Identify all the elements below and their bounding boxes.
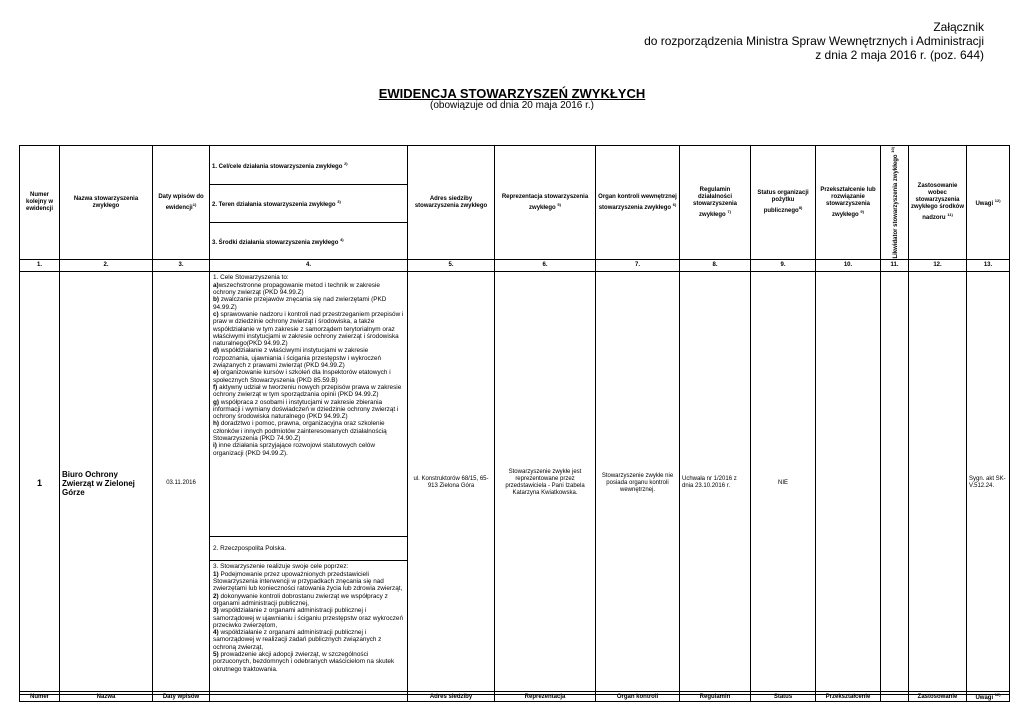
- entry-date: 03.11.2016: [153, 272, 210, 695]
- goal-item: f) aktywny udział w tworzeniu nowych przepisów prawa w zakresie ochrony zwierząt w tym sporządzania opinii (PKD 94.99.Z): [213, 383, 402, 399]
- footer-notes: Uwagi $^{12)}$: [967, 692, 1010, 702]
- goal-item: a)wszechstronne propagowanie metod i technik w zakresie ochrony zwierząt (PKD 94.99.Z): [213, 281, 380, 297]
- footer-transformation: Przekształcenie: [816, 692, 881, 702]
- registry-table: [19, 145, 1010, 695]
- column-number: 8.: [680, 260, 751, 272]
- means-item: 1) Podejmowanie przez upoważnionych przedstawicieli Stowarzyszenia interwencji w przypadkach znęcania się nad zwierzętami lub konieczności ratowania życia lub zdrowia zwierząt,: [213, 570, 403, 593]
- header-name: Nazwa stowarzyszenia zwykłego: [60, 146, 153, 260]
- column-number: 11.: [881, 260, 909, 272]
- header-supervision: Zastosowanie wobec stowarzyszenia zwykłego środków nadzoru $^{11)}$: [909, 146, 967, 260]
- means-item: 5) prowadzenie akcji adopcji zwierząt, w szczególności porzuconych, bezdomnych i odebranych właścicielom na skutek okrutnego traktowania.: [213, 651, 395, 673]
- entry-address: ul. Konstruktorów 68/15, 65-913 Zielona Góra: [408, 272, 495, 695]
- footer-dates: Daty wpisów: [153, 692, 210, 702]
- entry-liquidator: [881, 272, 909, 695]
- header-transformation: Przekształcenie lub rozwiązanie stowarzyszenia zwykłego $^{9)}$: [816, 146, 881, 260]
- entry-notes: Sygn. akt SK-V.512.24.: [967, 272, 1010, 695]
- header-notes: Uwagi $^{12)}$: [967, 146, 1010, 260]
- column-number: 5.: [408, 260, 495, 272]
- header-regulation: Regulamin działalności stowarzyszenia zwykłego $^{7)}$: [680, 146, 751, 260]
- footer-address: Adres siedziby: [408, 692, 495, 702]
- footer-representation: Reprezentacja: [495, 692, 596, 702]
- goals-heading: 1. Cele Stowarzyszenia to:: [213, 274, 289, 282]
- header-liquidator: Likwidator stowarzyszenia zwykłego $^{10)}$: [881, 146, 909, 260]
- means-item: 4) współdziałanie z organami administracji publicznej i samorządowej w realizacji zadań publicznych związanych z ochroną zwierząt,: [213, 629, 382, 651]
- entry-transformation: [816, 272, 881, 695]
- entry-supervision: [909, 272, 967, 695]
- footer-number: Numer: [20, 692, 60, 702]
- header-goals: 1. Cel/cele działania stowarzyszenia zwykłego $^{2)}$: [210, 146, 408, 185]
- footer-control: Organ kontroli: [596, 692, 680, 702]
- goal-item: h) doradztwo i pomoc, prawna, organizacyjna oraz szkolenie członków i innych podmiotów zainteresowanych działalnością Stowarzyszenia (PKD 74.90.Z): [213, 420, 387, 443]
- footer-liquidator: [881, 692, 909, 702]
- goal-item: i) inne działania sprzyjające rozwojowi statutowych celów organizacji (PKD 94.99.Z).: [213, 442, 375, 457]
- means-item: 2) dokonywanie kontroli dobrostanu zwierząt we współpracy z organami administracji publicznej,: [213, 592, 388, 607]
- attachment-label: Załącznik: [933, 20, 984, 34]
- goal-item: e) organizowanie kursów i szkoleń dla Inspektorów etatowych i społecznych Stowarzyszenia (PKD 85.59.B): [213, 369, 391, 384]
- column-number: 4.: [210, 260, 408, 272]
- entry-control: Stowarzyszenie zwykłe nie posiada organu kontroli wewnętrznej.: [596, 272, 680, 695]
- header-dates: Daty wpisów do ewidencji$^{1)}$: [153, 146, 210, 260]
- goal-item: d) współdziałanie z właściwymi instytucjami w zakresie rozpoznania, ujawniania i ścigania przestępstw i wykroczeń związanych z prawami zwierząt (PKD 94.99.Z): [213, 347, 382, 370]
- footer-goals: [210, 692, 408, 702]
- attachment-header: [644, 20, 984, 62]
- entry-means: [210, 561, 408, 695]
- document-title: EWIDENCJA STOWARZYSZEŃ ZWYKŁYCH: [378, 86, 646, 101]
- column-number: 13.: [967, 260, 1010, 272]
- entry-regulation: Uchwała nr 1/2016 z dnia 23.10.2016 r.: [680, 272, 751, 695]
- entry-representation: Stowarzyszenie zwykłe jest reprezentowane przez przedstawiciela - Pani Izabela Katarzyna Kwiatkowska.: [495, 272, 596, 695]
- footer-supervision: Zastosowanie: [909, 692, 967, 702]
- header-opp-status: Status organizacji pożytku publicznego$^{8)}$: [751, 146, 816, 260]
- table-row: [20, 272, 1010, 537]
- means-item: 3) współdziałanie z organami administracji publicznej i samorządowej w ujawnianiu i ściganiu przestępstw oraz wykroczeń przeciwko zwierzętom,: [213, 607, 404, 629]
- regulation-reference: do rozporządzenia Ministra Spraw Wewnętrznych i Administracji: [644, 34, 984, 48]
- footer-name: Nazwa: [60, 692, 153, 702]
- header-territory: 2. Teren działania stowarzyszenia zwykłego $^{3)}$: [210, 185, 408, 223]
- goal-item: g) współpraca z osobami i instytucjami w zakresie zbierania informacji i wymiany doświadczeń w dziedzinie ochrony zwierząt i ochrony środowiska naturalnego (PKD 94.99.Z): [213, 398, 399, 421]
- column-number: 10.: [816, 260, 881, 272]
- column-number-row: [20, 260, 1010, 272]
- header-address: Adres siedziby stowarzyszenia zwykłego: [408, 146, 495, 260]
- column-number: 3.: [153, 260, 210, 272]
- entry-name: Biuro Ochrony Zwierząt w Zielonej Górze: [60, 272, 153, 695]
- entry-territory: 2. Rzeczpospolita Polska.: [210, 537, 408, 561]
- regulation-date: z dnia 2 maja 2016 r. (poz. 644): [815, 48, 984, 62]
- entry-opp-status: NIE: [751, 272, 816, 695]
- column-number: 2.: [60, 260, 153, 272]
- next-page-header-row: [19, 691, 1010, 702]
- header-control: Organ kontroli wewnętrznej stowarzyszenia zwykłego $^{6)}$: [596, 146, 680, 260]
- header-number: Numer kolejny w ewidencji: [20, 146, 60, 260]
- header-representation: Reprezentacja stowarzyszenia zwykłego $^{5)}$: [495, 146, 596, 260]
- column-number: 1.: [20, 260, 60, 272]
- goal-item: b) zwalczanie przejawów znęcania się nad zwierzętami (PKD 94.99.Z): [213, 296, 387, 311]
- means-heading: 3. Stowarzyszenie realizuje swoje cele poprzez:: [213, 563, 349, 571]
- column-number: 6.: [495, 260, 596, 272]
- column-number: 12.: [909, 260, 967, 272]
- goal-item: c) sprawowanie nadzoru i kontroli nad przestrzeganiem przepisów i praw w dziedzinie ochrony zwierząt i środowiska, a także współdziałanie w tym zakresie z samorządem terytorialnym oraz właściwymi instytucjami w zakresie ochrony zwierząt i środowiska naturalnego(PKD 94.99.Z): [213, 310, 404, 348]
- column-number: 7.: [596, 260, 680, 272]
- footer-status: Status: [751, 692, 816, 702]
- header-means: 3. Środki działania stowarzyszenia zwykłego $^{4)}$: [210, 222, 408, 260]
- entry-goals: [210, 272, 408, 537]
- document-subtitle: (obowiązuje od dnia 20 maja 2016 r.): [430, 100, 594, 111]
- footer-regulation: Regulamin: [680, 692, 751, 702]
- entry-number: 1: [20, 272, 60, 695]
- column-number: 9.: [751, 260, 816, 272]
